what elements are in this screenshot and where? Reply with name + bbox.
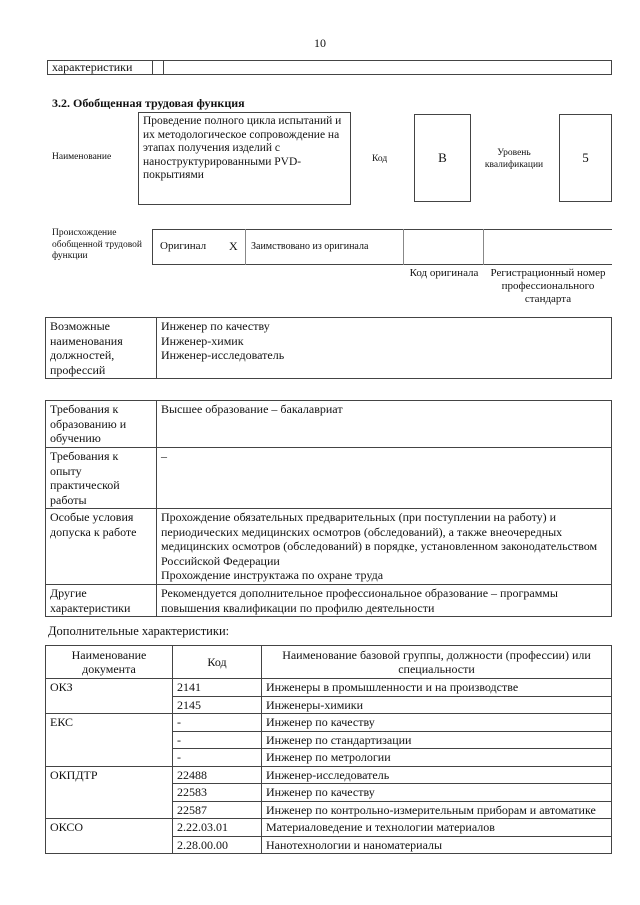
name-value: Проведение полного цикла испытаний и их методологическое сопровождение на этапах получения изделий с наноструктурированными PVD-покрытиями: [143, 115, 342, 181]
requirements-table: [45, 400, 612, 617]
code-cell: 2.28.00.00: [173, 836, 262, 854]
doc-cell: ОКЗ: [46, 679, 173, 714]
name-cell: Инженеры-химики: [262, 696, 612, 714]
positions-values: [157, 318, 612, 379]
level-value-box: [559, 114, 612, 202]
requirement-paragraph: Прохождение инструктажа по охране труда: [161, 568, 384, 582]
name-cell: Инженер-исследователь: [262, 766, 612, 784]
code-cell: -: [173, 749, 262, 767]
origin-code-original: Код оригинала: [409, 267, 479, 279]
requirement-label: Особые условия допуска к работе: [46, 509, 157, 585]
code-cell: 22587: [173, 801, 262, 819]
origin-borrowed: Заимствовано из оригинала: [251, 241, 369, 252]
table-row: [46, 714, 612, 732]
requirement-value: –: [157, 448, 612, 509]
additional-title: Дополнительные характеристики:: [48, 624, 230, 638]
table-row: [46, 679, 612, 697]
code-value-box: [414, 114, 471, 202]
code-cell: 2.22.03.01: [173, 819, 262, 837]
requirements-row: [46, 509, 612, 585]
name-cell: Инженер по метрологии: [262, 749, 612, 767]
top-row-value-cell: [163, 60, 612, 75]
additional-header-row: [46, 646, 612, 679]
table-row: [46, 766, 612, 784]
section-title: 3.2. Обобщенная трудовая функция: [52, 96, 245, 110]
name-cell: Инженер по стандартизации: [262, 731, 612, 749]
requirement-value: Рекомендуется дополнительное профессиональное образование – программы повышения квалификации по профилю деятельности: [157, 585, 612, 617]
requirement-label: Требования к образованию и обучению: [46, 401, 157, 448]
origin-reg-number: Регистрационный номер профессионального стандарта: [490, 267, 606, 305]
position-item: Инженер по качеству: [161, 319, 270, 333]
level-value: 5: [582, 150, 589, 165]
requirements-row: [46, 401, 612, 448]
code-value: B: [438, 150, 447, 165]
header-document: Наименование документа: [46, 646, 173, 679]
code-cell: 2141: [173, 679, 262, 697]
requirements-row: [46, 448, 612, 509]
name-cell: Материаловедение и технологии материалов: [262, 819, 612, 837]
name-cell: Инженер по качеству: [262, 784, 612, 802]
table-row: [46, 819, 612, 837]
top-row-label: характеристики: [52, 60, 133, 74]
code-cell: -: [173, 714, 262, 732]
position-item: Инженер-исследователь: [161, 348, 285, 362]
positions-row: [46, 318, 612, 379]
requirement-value: [157, 509, 612, 585]
origin-divider-3: [483, 229, 484, 265]
requirements-row: [46, 585, 612, 617]
name-cell: Инженеры в промышленности и на производстве: [262, 679, 612, 697]
origin-divider-1: [245, 229, 246, 265]
level-label: Уровень квалификации: [484, 148, 544, 170]
origin-mark: X: [229, 239, 238, 253]
name-cell: Инженер по контрольно-измерительным приборам и автоматике: [262, 801, 612, 819]
code-cell: -: [173, 731, 262, 749]
origin-box: [152, 229, 612, 265]
positions-label: Возможные наименования должностей, профессий: [46, 318, 157, 379]
position-item: Инженер-химик: [161, 333, 244, 348]
origin-label: Происхождение обобщенной трудовой функции: [52, 228, 142, 261]
page-number: 10: [314, 36, 326, 50]
name-value-box: [138, 112, 351, 205]
doc-cell: ОКСО: [46, 819, 173, 854]
doc-cell: ОКПДТР: [46, 766, 173, 819]
requirement-value: Высшее образование – бакалавриат: [157, 401, 612, 448]
code-label: Код: [372, 154, 388, 164]
code-cell: 2145: [173, 696, 262, 714]
top-row-label-cell: [47, 60, 153, 75]
name-cell: Нанотехнологии и наноматериалы: [262, 836, 612, 854]
code-cell: 22488: [173, 766, 262, 784]
header-code: Код: [173, 646, 262, 679]
header-name: Наименование базовой группы, должности (профессии) или специальности: [262, 646, 612, 679]
code-cell: 22583: [173, 784, 262, 802]
additional-table: [45, 645, 612, 854]
origin-divider-2: [403, 229, 404, 265]
origin-original: Оригинал: [160, 240, 207, 252]
doc-cell: ЕКС: [46, 714, 173, 767]
positions-table: [45, 317, 612, 379]
requirement-label: Требования к опыту практической работы: [46, 448, 157, 509]
name-label: Наименование: [52, 152, 112, 162]
name-cell: Инженер по качеству: [262, 714, 612, 732]
requirement-paragraph: Прохождение обязательных предварительных (при поступлении на работу) и периодических медицинских осмотров (обследований), а также внеочередных медицинских осмотров (обследований) в порядке, установленном законодательством Российской Федерации: [161, 510, 598, 568]
requirement-label: Другие характеристики: [46, 585, 157, 617]
